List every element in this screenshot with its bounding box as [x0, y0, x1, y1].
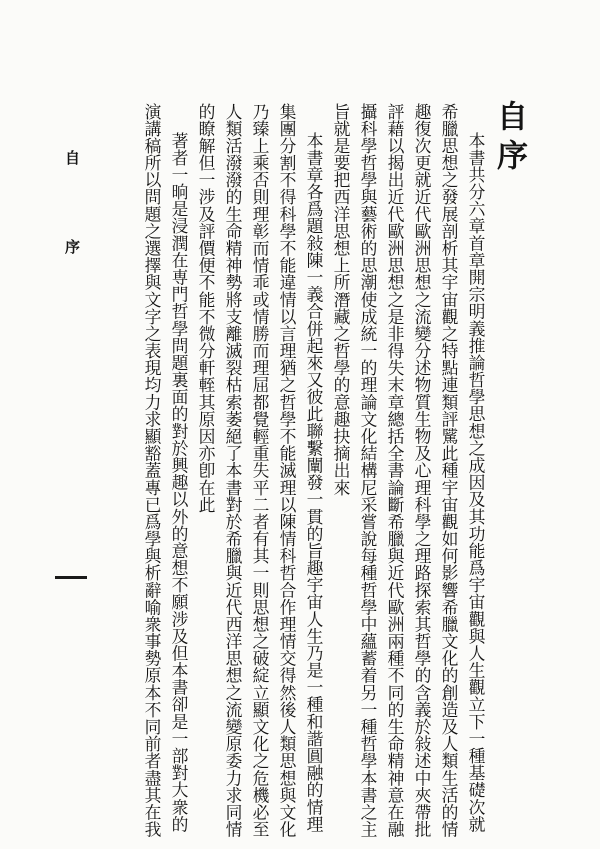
text-column: 人類活潑潑的生命精神勢將支離滅裂枯索萎絕了本書對於希臘與近代西洋思想之流變原委力求同情	[223, 103, 243, 838]
page-number	[55, 576, 87, 579]
running-header: 自 序	[63, 150, 81, 282]
text-column: 演講稿所以問題之選擇與文字之表現均力求顯豁蓋專已爲學與析辭喻衆事勢原本不同前者盡其在我	[142, 103, 162, 838]
text-column: 本書章各爲題敍陳一義合併起來又彼此聯繫闡發一貫的旨趣宇宙人生乃是一種和諧圓融的情理	[304, 132, 324, 833]
text-column: 本書共分六章首章開宗明義推論哲學思想之成因及其功能爲宇宙觀與人生觀立下一種基礎次就	[466, 132, 486, 833]
text-column: 攝科學哲學與藝術的思潮使成統一的理論文化結構尼采嘗說每種哲學中蘊蓄着另一種哲學本書之主	[358, 103, 378, 838]
text-column: 乃臻上乘否則理彰而情乖或情勝而理屈都覺輕重失平二者有其一則思想之破綻立顯文化之危機必至	[250, 103, 270, 838]
text-column: 著者一晌是浸潤在専門哲學問題裏面的對於興趣以外的意想不願涉及但本書卻是一部對大衆的	[169, 132, 189, 833]
text-column: 評藉以揭出近代歐洲思想之是非得失末章總括全書論斷希臘與近代歐洲兩種不同的生命精神意在融	[385, 103, 405, 838]
text-column: 希臘思想之發展剖析其宇宙觀之特點連類評騭此種宇宙觀如何影響希臘文化的創造及人類生活的情	[439, 103, 459, 838]
text-column: 旨就是要把西洋思想上所潛藏之哲學的意趣抉摘出來	[331, 103, 351, 497]
text-column: 集團分割不得科學不能違情以言理猶之哲學不能滅理以陳情科哲合作理情交得然後人類思想與文化	[277, 103, 297, 838]
text-column: 的瞭解但一涉及評價便不能不微分軒輊其原因亦卽在此	[196, 103, 216, 514]
chapter-title: 自序	[491, 100, 527, 178]
text-column: 趣復次更就近代歐洲思想之流變分述物質生物及心理科學之理路探索其哲學的含義於敍述中夾帶批	[412, 103, 432, 838]
